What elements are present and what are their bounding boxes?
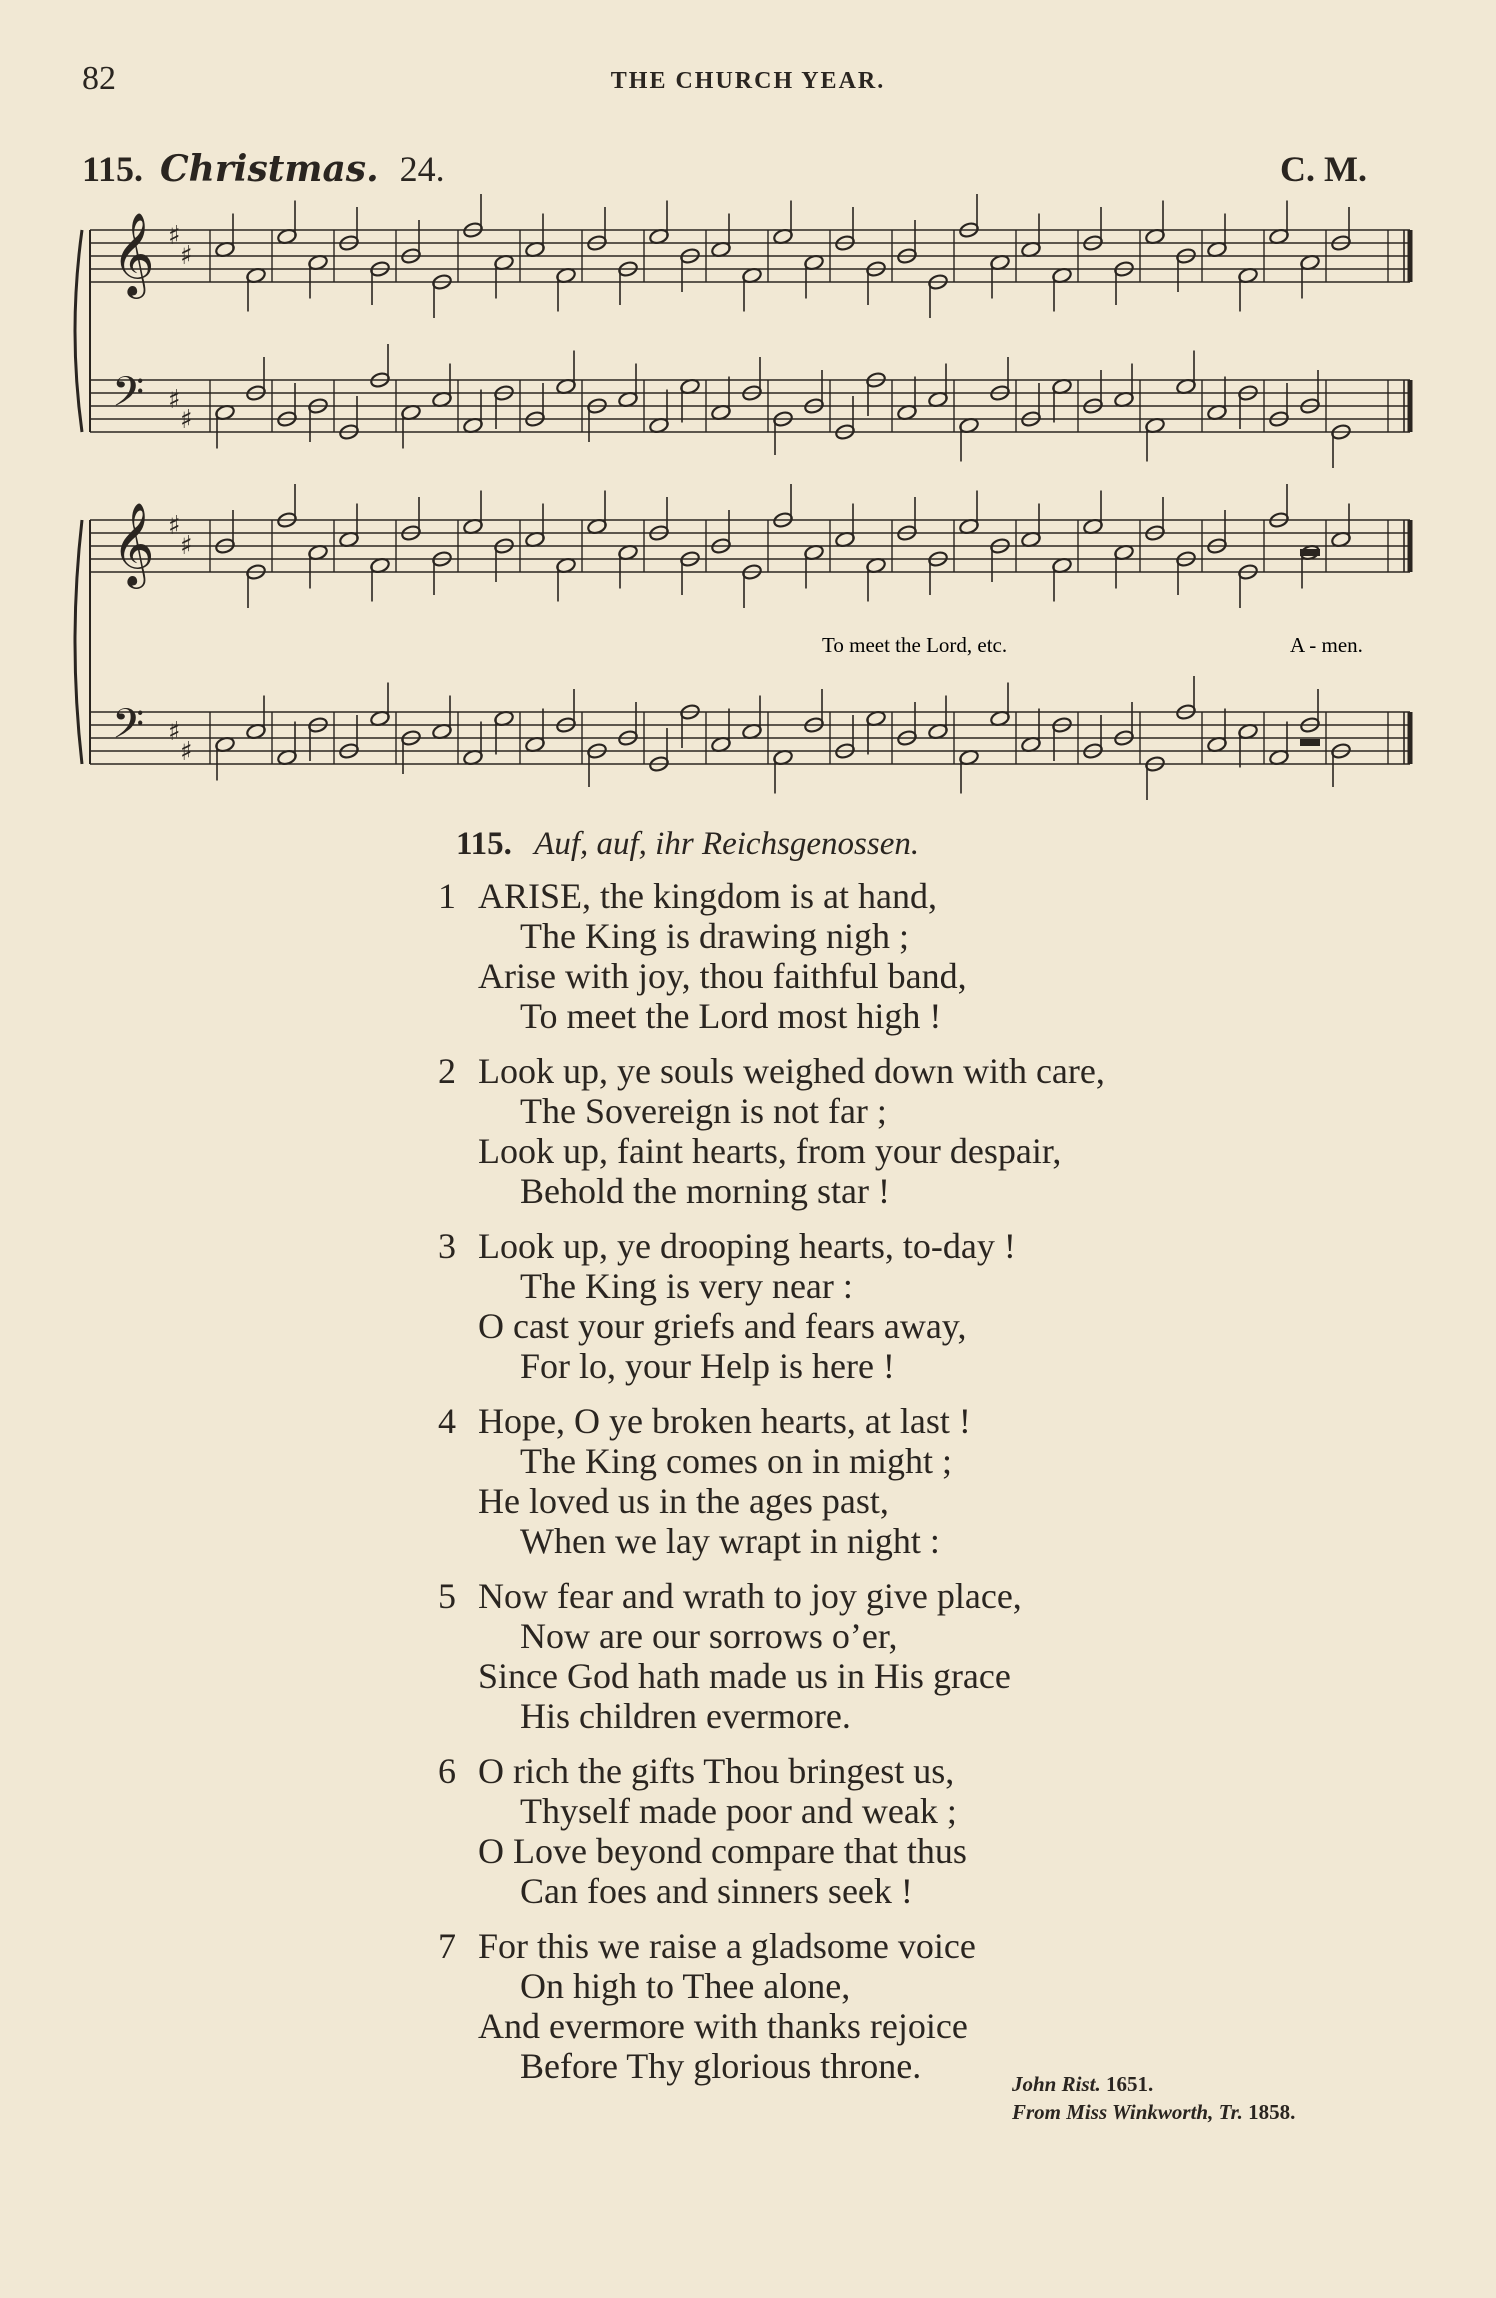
verse-text: His children evermore. bbox=[520, 1696, 851, 1736]
system-brace bbox=[75, 230, 82, 432]
verse-line bbox=[438, 1831, 1338, 1871]
verse-text: To meet the Lord most high ! bbox=[520, 996, 942, 1036]
verse-text: The King is drawing nigh ; bbox=[520, 916, 909, 956]
verse-line bbox=[438, 1346, 1338, 1386]
verse-line bbox=[438, 2046, 1338, 2086]
verse-text: Can foes and sinners seek ! bbox=[520, 1871, 913, 1911]
system-brace bbox=[75, 520, 82, 764]
verse-line bbox=[438, 1306, 1338, 1346]
verse-text: When we lay wrapt in night : bbox=[520, 1521, 940, 1561]
tune-name: Christmas. bbox=[160, 148, 379, 190]
bass-clef: 𝄢 bbox=[112, 700, 145, 758]
verse-line bbox=[438, 1171, 1338, 1211]
verse-line bbox=[438, 1871, 1338, 1911]
verse-text: O rich the gifts Thou bringest us, bbox=[478, 1751, 955, 1791]
verse-number: 1 bbox=[438, 876, 456, 916]
translator-year: 1858. bbox=[1248, 2100, 1296, 2124]
verses bbox=[438, 876, 1338, 2101]
german-title: Auf, auf, ihr Reichsgenossen. bbox=[534, 826, 920, 862]
verse bbox=[438, 1576, 1338, 1736]
meter: C. M. bbox=[1280, 149, 1367, 189]
verse-text: The King comes on in might ; bbox=[520, 1441, 952, 1481]
sharp-sign: ♯ bbox=[180, 405, 193, 435]
verse-text: He loved us in the ages past, bbox=[478, 1481, 889, 1521]
verse-text: And evermore with thanks rejoice bbox=[478, 2006, 968, 2046]
lyric-cue: To meet the Lord, etc. bbox=[822, 633, 1008, 657]
sharp-sign: ♯ bbox=[168, 385, 181, 415]
verse-text: Look up, faint hearts, from your despair, bbox=[478, 1131, 1062, 1171]
verse-line bbox=[438, 1441, 1338, 1481]
verse bbox=[438, 1401, 1338, 1561]
verse-text: O cast your griefs and fears away, bbox=[478, 1306, 967, 1346]
verse-line bbox=[438, 1481, 1338, 1521]
verse-line bbox=[438, 1521, 1338, 1561]
verse-text: Before Thy glorious throne. bbox=[520, 2046, 922, 2086]
verse-text: For lo, your Help is here ! bbox=[520, 1346, 895, 1386]
translator-credit bbox=[1012, 2100, 1295, 2125]
verse-line bbox=[438, 1966, 1338, 2006]
verse-line bbox=[438, 1226, 1338, 1266]
tune-index: 24. bbox=[399, 149, 445, 189]
verse-line bbox=[438, 1051, 1338, 1091]
music-score bbox=[0, 0, 1496, 820]
hymn-number: 115. bbox=[456, 826, 512, 862]
verse-line bbox=[438, 876, 1338, 916]
verse-text: Since God hath made us in His grace bbox=[478, 1656, 1011, 1696]
treble-clef: 𝄞 bbox=[112, 211, 155, 295]
verse-line bbox=[438, 1616, 1338, 1656]
verse-text: Behold the morning star ! bbox=[520, 1171, 890, 1211]
verse-line bbox=[438, 1091, 1338, 1131]
verse-number: 5 bbox=[438, 1576, 456, 1616]
verse-text: ARISE, the kingdom is at hand, bbox=[478, 876, 937, 916]
notation bbox=[214, 194, 1351, 800]
verse-text: Thyself made poor and weak ; bbox=[520, 1791, 957, 1831]
whole-rest bbox=[1300, 739, 1320, 746]
author-credit bbox=[1012, 2072, 1153, 2097]
sharp-sign: ♯ bbox=[180, 531, 193, 561]
sharp-sign: ♯ bbox=[168, 221, 181, 251]
verse-text: The Sovereign is not far ; bbox=[520, 1091, 887, 1131]
verse-line bbox=[438, 1576, 1338, 1616]
verse-number: 6 bbox=[438, 1751, 456, 1791]
verse-line bbox=[438, 2006, 1338, 2046]
verse-line bbox=[438, 916, 1338, 956]
page-number: 82 bbox=[82, 60, 116, 97]
verse bbox=[438, 876, 1338, 1036]
bass-clef: 𝄢 bbox=[112, 368, 145, 426]
verse-text: Look up, ye souls weighed down with care, bbox=[478, 1051, 1105, 1091]
verse-text: On high to Thee alone, bbox=[520, 1966, 851, 2006]
staff-lines bbox=[75, 211, 1410, 767]
translator: From Miss Winkworth, Tr. bbox=[1012, 2100, 1243, 2124]
verse-number: 7 bbox=[438, 1926, 456, 1966]
verse-line bbox=[438, 1791, 1338, 1831]
verse bbox=[438, 1926, 1338, 2086]
sharp-sign: ♯ bbox=[168, 511, 181, 541]
verse bbox=[438, 1751, 1338, 1911]
verse-text: Now are our sorrows o’er, bbox=[520, 1616, 898, 1656]
tune-number: 115. bbox=[82, 149, 144, 189]
verse-line bbox=[438, 1751, 1338, 1791]
verse-number: 2 bbox=[438, 1051, 456, 1091]
amen-label: A - men. bbox=[1290, 633, 1363, 657]
verse-line bbox=[438, 1266, 1338, 1306]
verse-text: O Love beyond compare that thus bbox=[478, 1831, 967, 1871]
verse-text: The King is very near : bbox=[520, 1266, 853, 1306]
sharp-sign: ♯ bbox=[180, 241, 193, 271]
verse-text: Look up, ye drooping hearts, to-day ! bbox=[478, 1226, 1016, 1266]
verse-text: Now fear and wrath to joy give place, bbox=[478, 1576, 1022, 1616]
verse-line bbox=[438, 1401, 1338, 1441]
verse-line bbox=[438, 1131, 1338, 1171]
verse-number: 4 bbox=[438, 1401, 456, 1441]
running-head: THE CHURCH YEAR. bbox=[610, 68, 886, 94]
verse-text: Hope, O ye broken hearts, at last ! bbox=[478, 1401, 971, 1441]
verse-text: Arise with joy, thou faithful band, bbox=[478, 956, 967, 996]
verse bbox=[438, 1051, 1338, 1211]
author-year: 1651. bbox=[1105, 2072, 1154, 2096]
author: John Rist. bbox=[1012, 2072, 1101, 2096]
treble-clef: 𝄞 bbox=[112, 501, 155, 585]
verse bbox=[438, 1226, 1338, 1386]
hymn-heading bbox=[456, 826, 919, 863]
sharp-sign: ♯ bbox=[180, 737, 193, 767]
verse-line bbox=[438, 1926, 1338, 1966]
verse-line bbox=[438, 1656, 1338, 1696]
verse-line bbox=[438, 996, 1338, 1036]
sharp-sign: ♯ bbox=[168, 717, 181, 747]
verse-line bbox=[438, 1696, 1338, 1736]
verse-text: For this we raise a gladsome voice bbox=[478, 1926, 976, 1966]
verse-line bbox=[438, 956, 1338, 996]
verse-number: 3 bbox=[438, 1226, 456, 1266]
